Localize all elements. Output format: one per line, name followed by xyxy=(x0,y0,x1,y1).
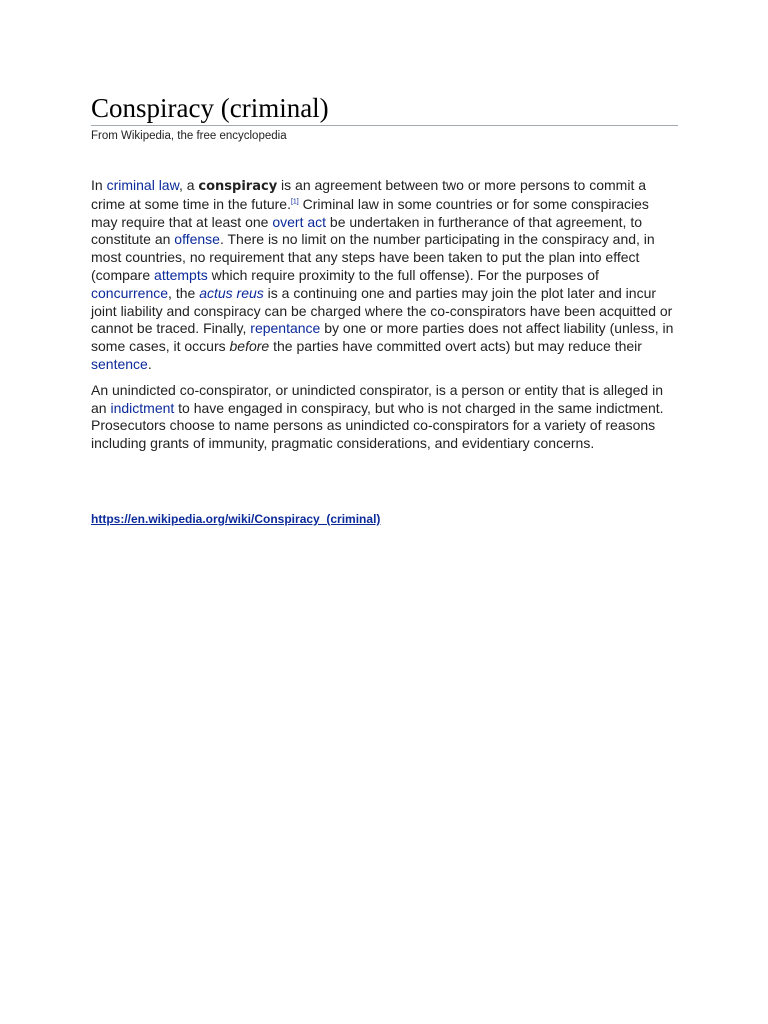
text: be undertaken in furtherance of that agreement, to constitute an xyxy=(91,213,643,248)
link-actus-reus[interactable]: actus reus xyxy=(199,284,264,301)
text: . There is no limit on the number participating in the conspiracy and, in most countries, no requirement that any steps have been taken to put the plan into effect (compare xyxy=(91,231,655,283)
link-offense[interactable]: offense xyxy=(174,231,220,248)
paragraph-1 xyxy=(91,177,678,374)
text: . xyxy=(147,355,152,372)
text: the parties have committed overt acts) but may reduce their xyxy=(269,338,642,355)
text: to have engaged in conspiracy, but who is not charged in the same indictment. Prosecutors choose to name persons as unindicted co-conspirators for a variety of reasons including grants of immunity, pragmatic considerations, and evidentiary concerns. xyxy=(91,399,664,452)
link-sentence[interactable]: sentence xyxy=(91,355,148,372)
text: An unindicted co-conspirator, or unindicted conspirator, is a person or entity that is alleged in an xyxy=(91,381,663,416)
text: , a xyxy=(178,177,199,193)
term-conspiracy: conspiracy xyxy=(198,179,278,194)
text: Criminal law in some countries or for some conspiracies may require that at least one xyxy=(91,195,649,230)
site-tagline: From Wikipedia, the free encyclopedia xyxy=(91,130,287,142)
page-title: Conspiracy (criminal) xyxy=(91,93,329,123)
link-indictment[interactable]: indictment xyxy=(110,399,175,416)
source-url-link[interactable]: https://en.wikipedia.org/wiki/Conspiracy_(criminal) xyxy=(91,512,381,526)
text: is an agreement between two or more persons to commit a crime at some time in the future. xyxy=(91,177,647,212)
text: In xyxy=(91,177,107,193)
link-concurrence[interactable]: concurrence xyxy=(91,284,169,301)
link-criminal-law[interactable]: criminal law xyxy=(106,177,179,193)
citation-ref-1[interactable]: [1] xyxy=(290,198,299,206)
article-body xyxy=(91,177,678,461)
text: , the xyxy=(168,284,200,301)
paragraph-2 xyxy=(91,382,678,453)
title-divider xyxy=(91,125,678,126)
link-overt-act[interactable]: overt act xyxy=(272,213,327,230)
link-repentance[interactable]: repentance xyxy=(250,320,321,337)
text: by one or more parties does not affect liability (unless, in some cases, it occurs xyxy=(91,320,674,355)
text: is a continuing one and parties may join the plot later and incur joint liability and conspiracy can be charged where the co-conspirators have been acquitted or cannot be traced. Finally, xyxy=(91,284,673,337)
text: which require proximity to the full offense). For the purposes of xyxy=(207,266,599,283)
emphasis-before: before xyxy=(229,338,270,355)
link-attempts[interactable]: attempts xyxy=(154,266,208,283)
